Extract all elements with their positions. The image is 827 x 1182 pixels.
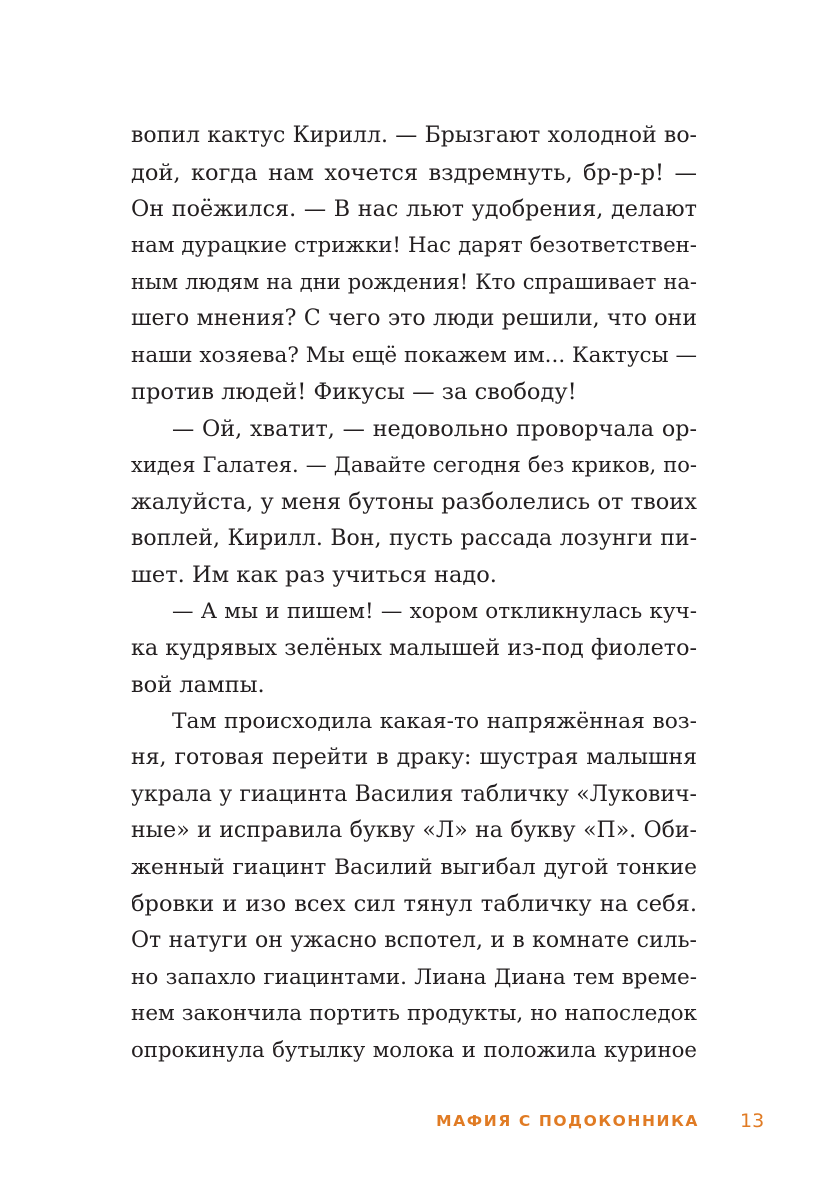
- text-line: нам дурацкие стрижки! Нас дарят безответствен-: [131, 232, 697, 258]
- text-line: нем закончила портить продукты, но напоследок: [131, 1001, 697, 1027]
- text-line: воплей, Кирилл. Вон, пусть рассада лозунги пи-: [131, 525, 697, 551]
- text-line: жалуйста, у меня бутоны разболелись от твоих: [131, 488, 697, 515]
- text-line: Он поёжился. — В нас льют удобрения, делают: [131, 196, 697, 223]
- text-line: ня, готовая перейти в драку: шустрая малышня: [131, 745, 697, 771]
- running-title: МАФИЯ С ПОДОКОННИКА: [436, 1112, 699, 1130]
- text-line: — Ой, хватит, — недовольно проворчала ор-: [172, 415, 697, 442]
- text-line: Там происходила какая-то напряжённая воз-: [172, 708, 697, 734]
- page-body: [131, 118, 697, 1069]
- text-line: шет. Им как раз учиться надо.: [131, 562, 497, 589]
- text-line: — А мы и пишем! — хором откликнулась куч-: [172, 598, 697, 624]
- text-line: опрокинула бутылку молока и положила куриное: [131, 1037, 697, 1063]
- text-line: ка кудрявых зелёных малышей из-под фиолето-: [131, 635, 697, 662]
- text-line: против людей! Фикусы — за свободу!: [131, 379, 577, 406]
- text-line: дой, когда нам хочется вздремнуть, бр-р-р! —: [131, 159, 697, 186]
- text-line: украла у гиацинта Василия табличку «Лукович-: [131, 781, 697, 807]
- text-line: хидея Галатея. — Давайте сегодня без криков, по-: [131, 453, 697, 478]
- text-line: ным людям на дни рождения! Кто спрашивает на-: [131, 270, 697, 295]
- text-line: вопил кактус Кирилл. — Брызгают холодной во-: [131, 123, 697, 148]
- text-line: шего мнения? С чего это люди решили, что они: [131, 305, 697, 331]
- text-line: От натуги он ужасно вспотел, и в комнате силь-: [131, 928, 697, 954]
- page-number: 13: [740, 1110, 765, 1132]
- text-line: бровки и изо всех сил тянул табличку на себя.: [131, 891, 697, 918]
- text-line: наши хозяева? Мы ещё покажем им... Кактусы —: [131, 342, 697, 368]
- text-line: но запахло гиацинтами. Лиана Диана тем време-: [131, 964, 697, 990]
- text-line: ные» и исправила букву «Л» на букву «П». Оби-: [131, 818, 697, 844]
- text-line: женный гиацинт Василий выгибал дугой тонкие: [131, 854, 697, 880]
- text-line: вой лампы.: [131, 671, 265, 698]
